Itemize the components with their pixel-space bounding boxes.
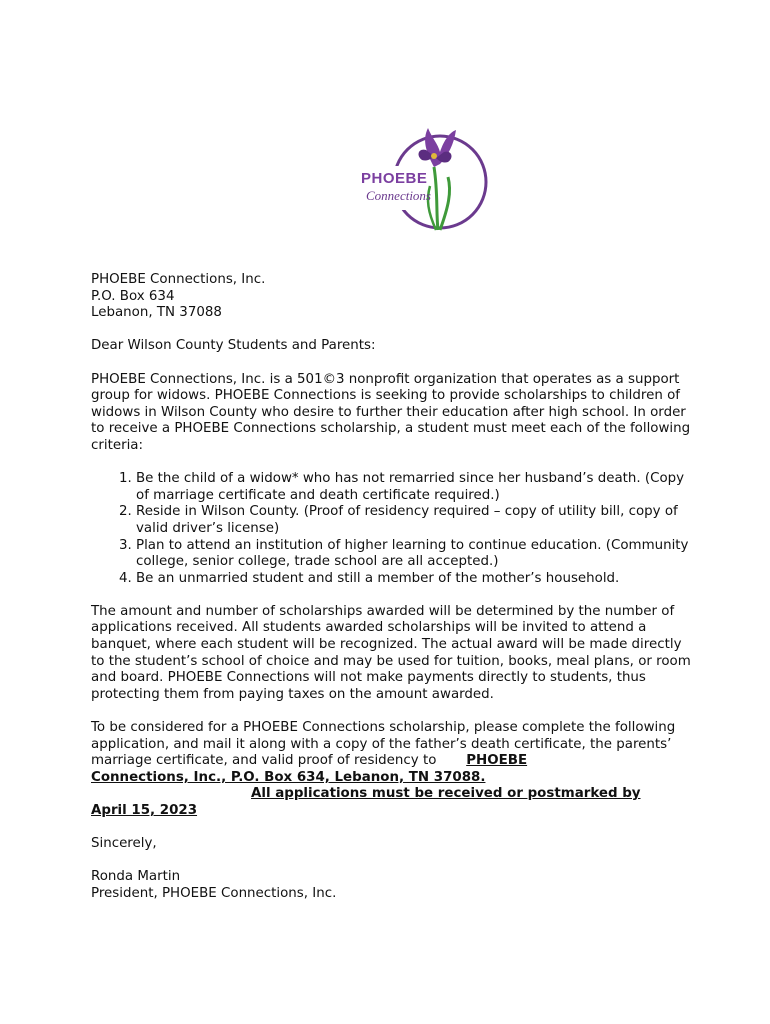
- salutation: Dear Wilson County Students and Parents:: [91, 338, 376, 354]
- criteria-item: 4. Be an unmarried student and still a member of the mother’s household.: [136, 571, 691, 588]
- signature-name: Ronda Martin: [91, 869, 181, 885]
- deadline-date: April 15, 2023: [91, 803, 198, 818]
- address-line-1: PHOEBE Connections, Inc.: [91, 272, 266, 287]
- mail-to-line-2: Connections, Inc., P.O. Box 634, Lebanon, TN 37088.: [91, 769, 486, 785]
- criteria-item: 1. Be the child of a widow* who has not remarried since her husband’s death. (Copy of marriage certificate and death certificate required.): [136, 471, 691, 504]
- awards-paragraph: The amount and number of scholarships awarded will be determined by the number of applications received. All students awarded scholarships will be invited to attend a banquet, where each student will be recognized. The actual award will be made directly to the student’s school of choice and may be used for tuition, books, meal plans, or room and board. PHOEBE Connections will not make payments directly to students, thus protecting them from paying taxes on the amount awarded.: [91, 603, 691, 702]
- criteria-list: [91, 471, 691, 587]
- sender-address: [91, 272, 691, 322]
- intro-paragraph: PHOEBE Connections, Inc. is a 501©3 nonprofit organization that operates as a support group for widows. PHOEBE Connections is seeking to provide scholarships to children of widows in Wilson County who desire to further their education after high school. In order to receive a PHOEBE Connections scholarship, a student must meet each of the following criteria:: [91, 371, 691, 453]
- instructions-text: To be considered for a PHOEBE Connections scholarship, please complete the following application, and mail it along with a copy of the father’s death certificate, the parents’ marriage certificate, and valid proof of residency to: [91, 720, 676, 769]
- letter-body: [91, 272, 691, 919]
- address-line-3: Lebanon, TN 37088: [91, 305, 222, 321]
- signature-block: [91, 869, 691, 902]
- logo-subtitle: Connections: [366, 188, 431, 203]
- phoebe-logo: [356, 122, 488, 234]
- criteria-item: 3. Plan to attend an institution of higher learning to continue education. (Community college, senior college, trade school are all accepted.): [136, 538, 691, 571]
- mail-to-line-1: PHOEBE: [466, 753, 528, 769]
- instructions-paragraph: [91, 720, 691, 820]
- closing: Sincerely,: [91, 836, 157, 852]
- deadline-text: All applications must be received or postmarked by: [251, 786, 641, 802]
- address-line-2: P.O. Box 634: [91, 288, 175, 304]
- logo-wordmark: PHOEBE: [361, 170, 428, 187]
- signature-title: President, PHOEBE Connections, Inc.: [91, 885, 337, 901]
- criteria-item: 2. Reside in Wilson County. (Proof of residency required – copy of utility bill, copy of valid driver’s license): [136, 504, 691, 537]
